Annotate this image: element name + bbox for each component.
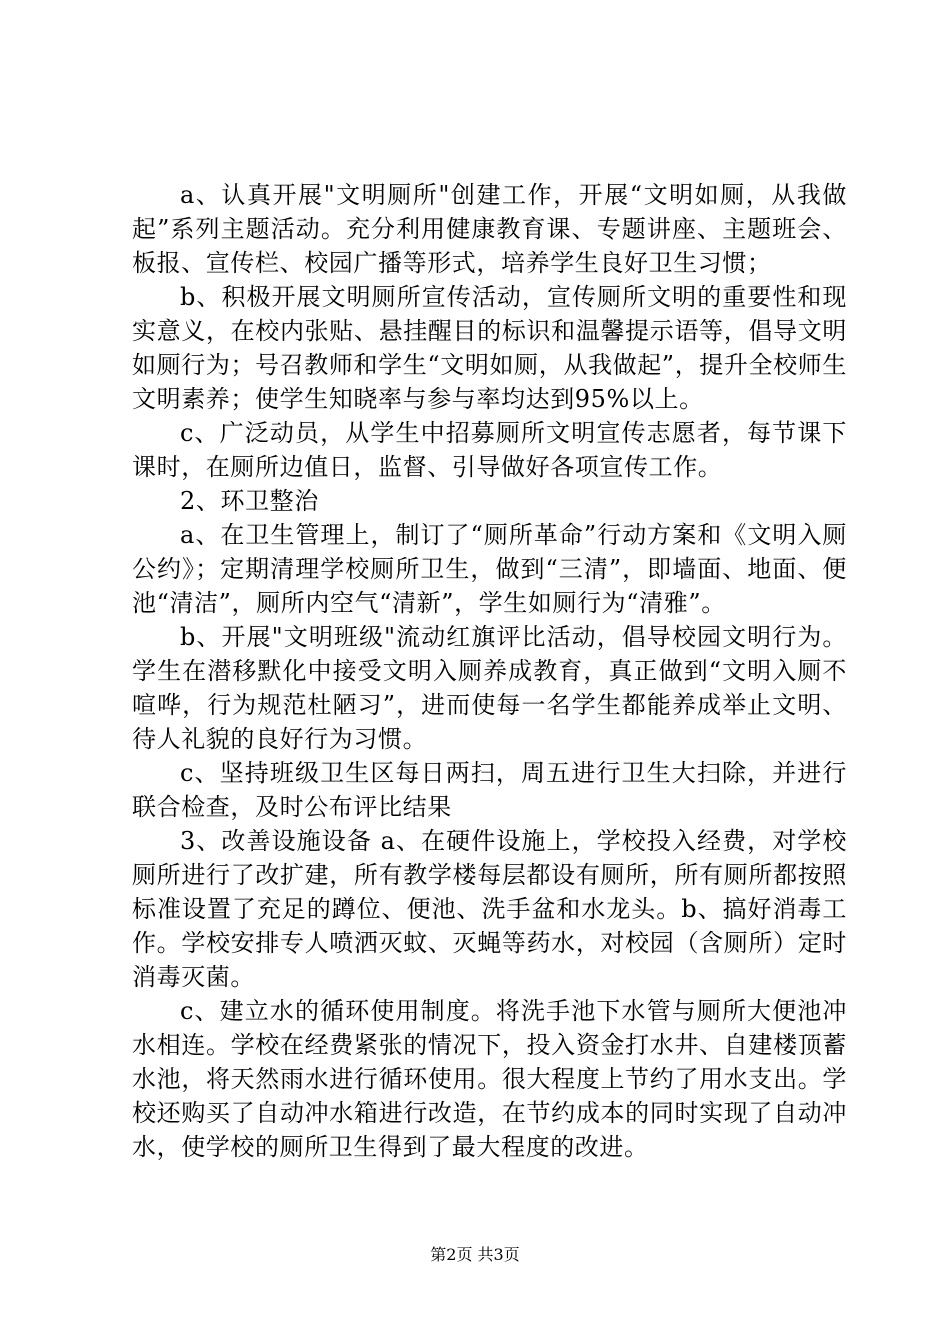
- paragraph-b-red-flag-campaign: b、开展"文明班级"流动红旗评比活动，倡导校园文明行为。学生在潜移默化中接受文明入厕养成教育，真正做到“文明入厕不喧哗，行为规范杜陋习”，进而使每一名学生都能养成举止文明、待人礼貌的良好行为习惯。: [132, 623, 847, 753]
- page-number: 第2页 共3页: [430, 1245, 520, 1264]
- paragraph-a-hygiene-management: a、在卫生管理上，制订了“厕所革命”行动方案和《文明入厕公约》；定期清理学校厕所卫生，做到“三清”，即墙面、地面、便池“清洁”，厕所内空气“清新”，学生如厕行为“清雅”。: [132, 521, 847, 617]
- paragraph-c-volunteers: c、广泛动员，从学生中招募厕所文明宣传志愿者，每节课下课时，在厕所边值日，监督、引导做好各项宣传工作。: [132, 419, 847, 481]
- paragraph-a-toilet-campaign: a、认真开展"文明厕所"创建工作，开展“文明如厕，从我做起”系列主题活动。充分利用健康教育课、专题讲座、主题班会、板报、宣传栏、校园广播等形式，培养学生良好卫生习惯；: [132, 181, 847, 277]
- paragraph-c-water-recycling: c、建立水的循环使用制度。将洗手池下水管与厕所大便池冲水相连。学校在经费紧张的情况下，投入资金打水井、自建楼顶蓄水池，将天然雨水进行循环使用。很大程度上节约了用水支出。学校还购买了自动冲水箱进行改造，在节约成本的同时实现了自动冲水，使学校的厕所卫生得到了最大程度的改进。: [132, 997, 847, 1161]
- section-heading-sanitation: 2、环卫整治: [180, 487, 319, 515]
- paragraph-b-publicity: b、积极开展文明厕所宣传活动，宣传厕所文明的重要性和现实意义，在校内张贴、悬挂醒目的标识和温馨提示语等，倡导文明如厕行为；号召教师和学生“文明如厕，从我做起”，提升全校师生文明素养；使学生知晓率与参与率均达到95%以上。: [132, 283, 847, 413]
- paragraph-facilities-improvement: 3、改善设施设备 a、在硬件设施上，学校投入经费，对学校厕所进行了改扩建，所有教学楼每层都设有厕所，所有厕所都按照标准设置了充足的蹲位、便池、洗手盆和水龙头。b、搞好消毒工作。学校安排专人喷洒灭蚊、灭蝇等药水，对校园（含厕所）定时消毒灭菌。: [132, 827, 847, 991]
- document-body: [132, 178, 847, 1164]
- paragraph-c-cleaning-schedule: c、坚持班级卫生区每日两扫，周五进行卫生大扫除，并进行联合检查，及时公布评比结果: [132, 759, 847, 821]
